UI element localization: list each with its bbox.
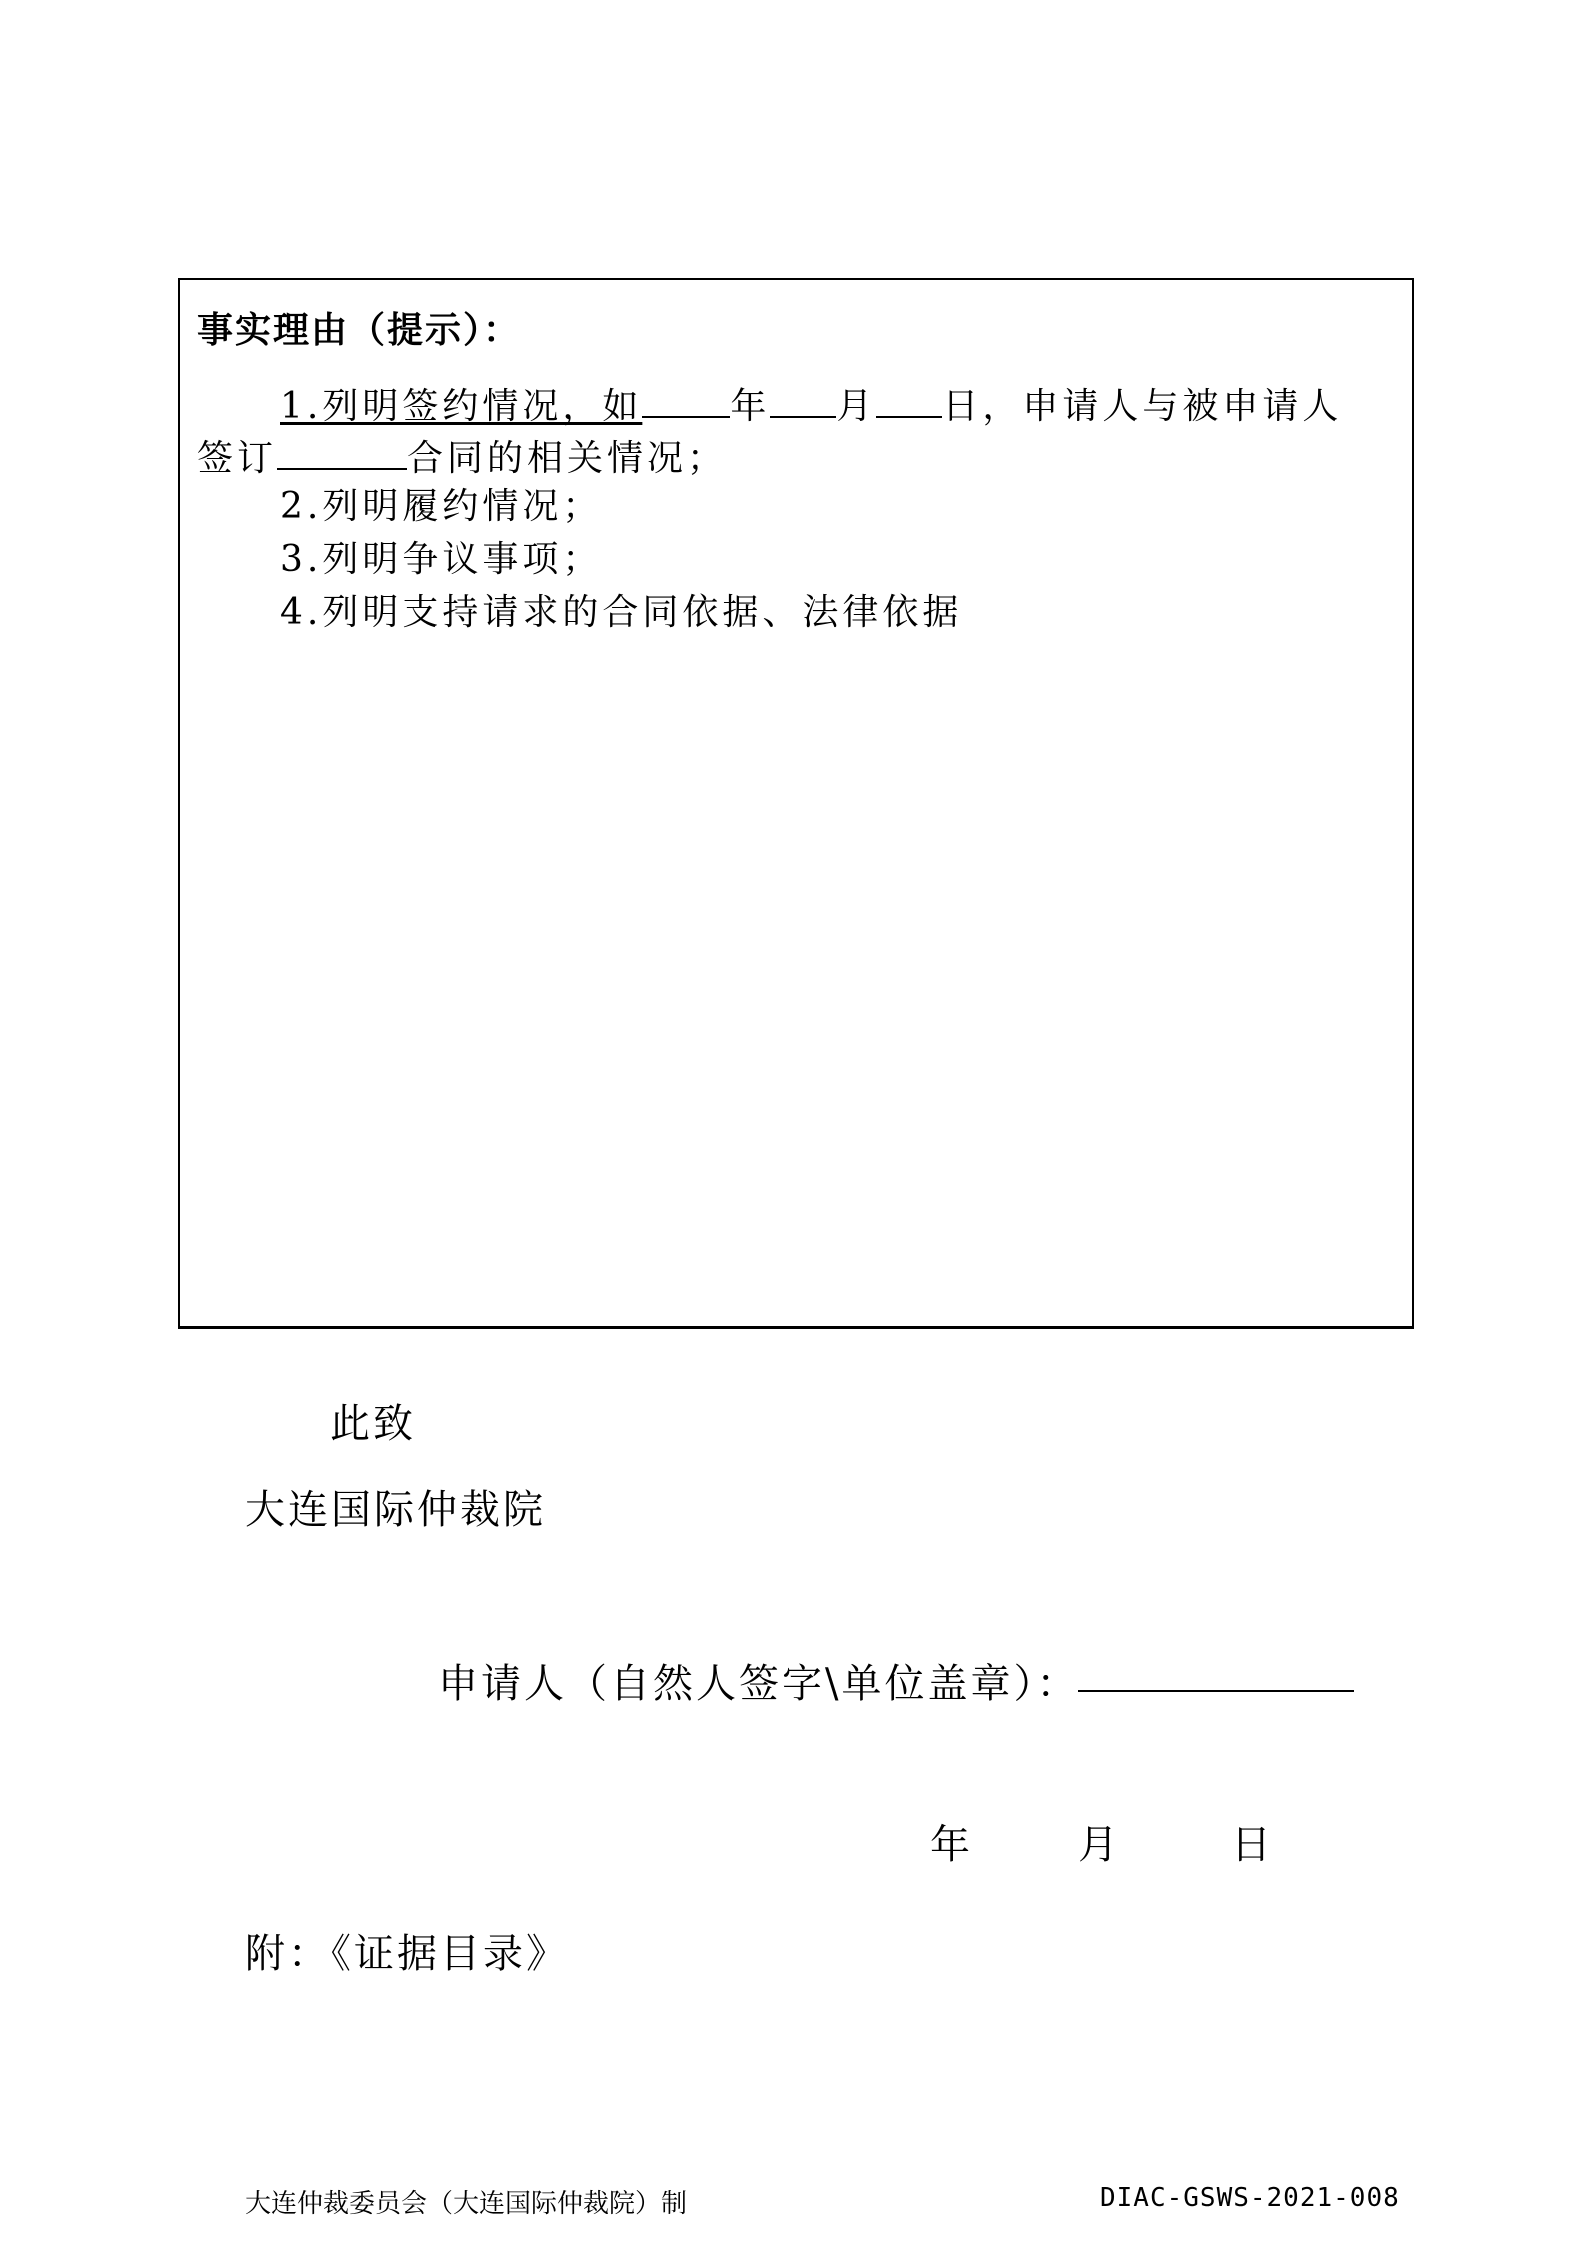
applicant-signature-label: 申请人（自然人签字\单位盖章）： (438, 1661, 1080, 1707)
item2-text: 2.列明履约情况； (280, 486, 603, 527)
attachment-note: 附：《证据目录》 (245, 1931, 569, 1977)
item1-line2-suffix: 合同的相关情况； (407, 438, 728, 479)
month-blank[interactable] (770, 380, 836, 418)
day-blank[interactable] (876, 380, 942, 418)
recipient: 大连国际仲裁院 (245, 1487, 546, 1533)
footer-form-code: DIAC-GSWS-2021-008 (1100, 2183, 1400, 2213)
date-year-label: 年 (930, 1822, 973, 1868)
item1-month-label: 月 (836, 386, 877, 427)
item1-prefix: 1.列明签约情况，如 (280, 386, 643, 427)
item1-day-label: 日，申请人与被申请人 (942, 386, 1343, 427)
applicant-signature-line[interactable] (1078, 1690, 1354, 1692)
facts-reasons-box (178, 278, 1414, 1329)
item1-line2 (197, 432, 727, 481)
item1-year-label: 年 (730, 386, 771, 427)
date-day-label: 日 (1231, 1822, 1274, 1868)
year-blank[interactable] (642, 380, 730, 418)
footer-issuer: 大连仲裁委员会（大连国际仲裁院）制 (245, 2189, 688, 2219)
contract-name-blank[interactable] (277, 432, 407, 470)
item4-text: 4.列明支持请求的合同依据、法律依据 (280, 592, 963, 633)
item1-line2-prefix: 签订 (197, 438, 278, 479)
date-month-label: 月 (1078, 1822, 1121, 1868)
item1-line1 (280, 380, 1342, 429)
facts-box-title: 事实理由（提示）： (197, 309, 522, 351)
item3-text: 3.列明争议事项； (280, 539, 603, 580)
salutation: 此致 (330, 1401, 416, 1447)
